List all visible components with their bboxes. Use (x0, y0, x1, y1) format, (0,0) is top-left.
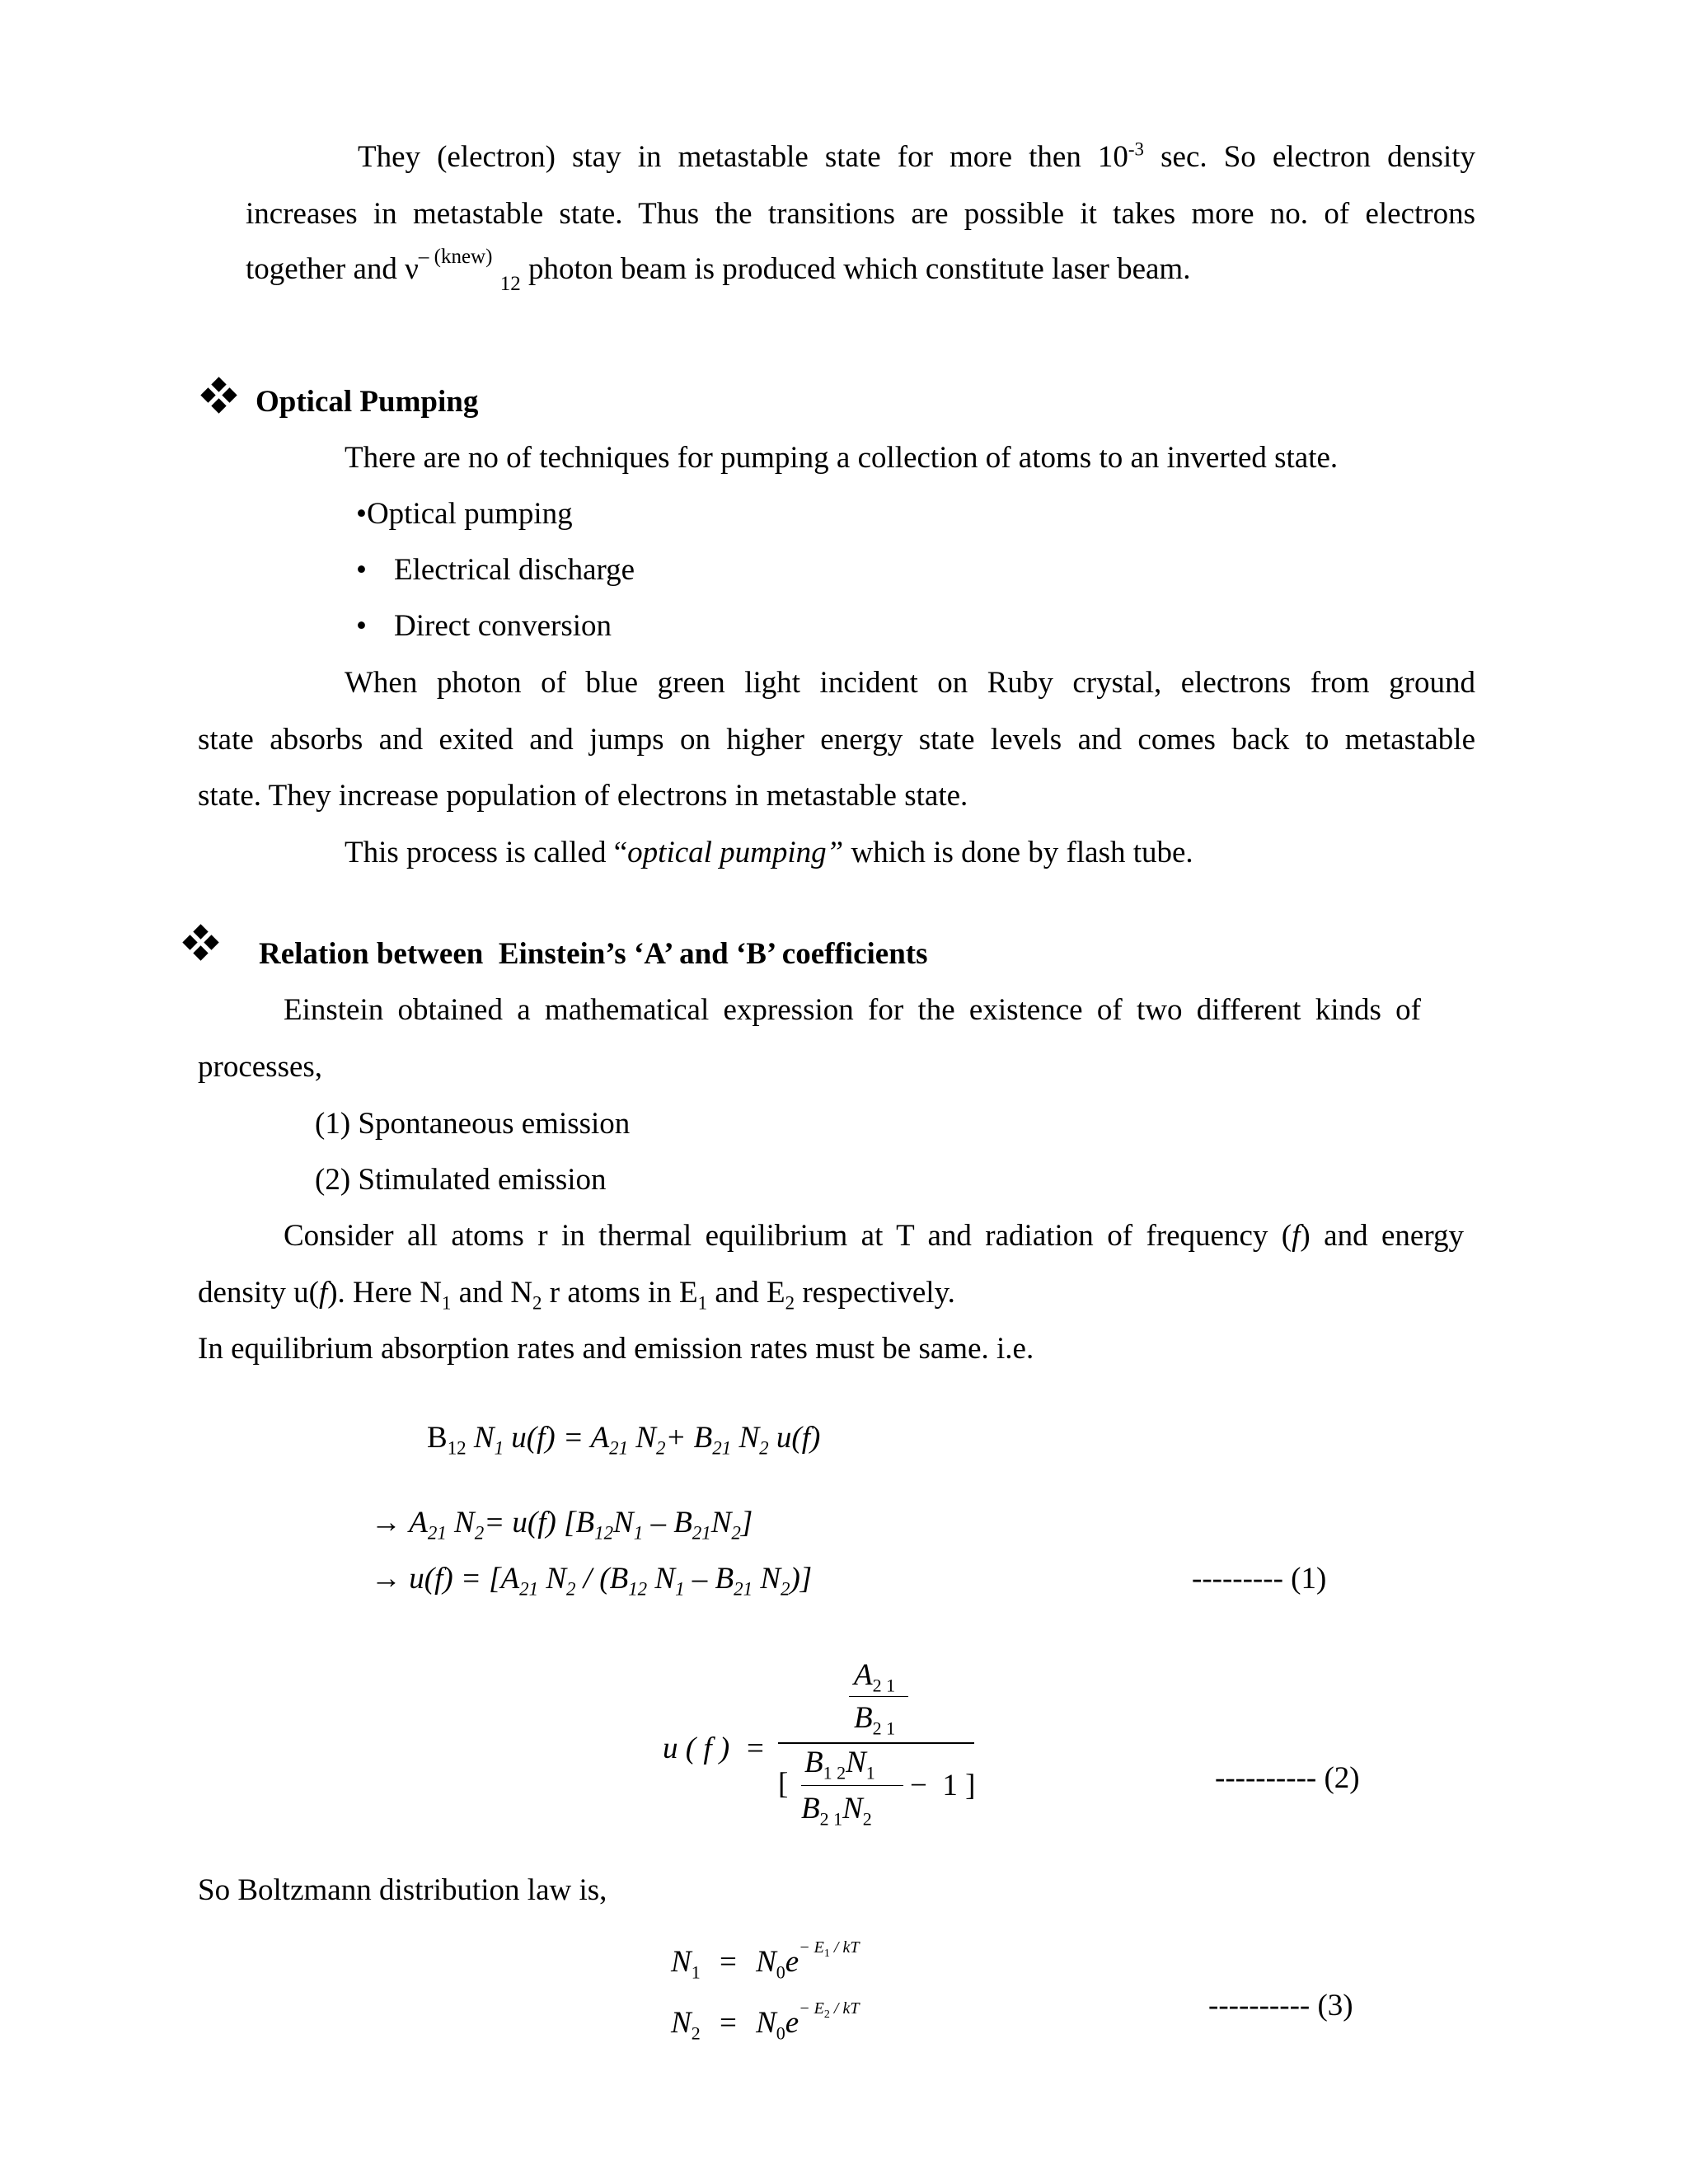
list-item: Direct conversion (394, 609, 612, 643)
text: ] (740, 1506, 753, 1540)
text: They (electron) stay in metastable state for more then 10 (358, 140, 1128, 174)
text: − E (799, 1999, 824, 2018)
text: B (427, 1421, 448, 1455)
text: B (804, 1746, 823, 1779)
equation-derived-b (371, 1562, 813, 1600)
list-bullet: • (356, 553, 367, 587)
optical-p1-line2: state absorbs and exited and jumps on higher energy state levels and comes back to metastable (198, 723, 1475, 757)
text: )] (790, 1562, 813, 1596)
text: sec. So electron density (1144, 140, 1476, 174)
text: This process is called “ (345, 836, 628, 869)
text: u(f) = A (504, 1421, 610, 1455)
eq3-line2 (671, 1999, 860, 2044)
text: A (854, 1658, 873, 1692)
subscript: 2 (759, 1437, 769, 1459)
subscript: 1 (494, 1437, 504, 1459)
subscript: 2 (655, 1437, 666, 1459)
subscript: 2 (731, 1522, 741, 1544)
text: ) and energy (1300, 1219, 1464, 1253)
para1-line3 (246, 245, 1191, 296)
eq2-left-bracket: [ (778, 1767, 789, 1801)
emphasis: optical pumping” (627, 836, 844, 869)
text: density u( (198, 1276, 319, 1310)
boltzmann-intro: So Boltzmann distribution law is, (198, 1873, 607, 1907)
text: N (756, 2006, 776, 2040)
text: N (842, 1792, 863, 1825)
subscript: 0 (776, 1961, 785, 1983)
superscript: -3 (1128, 138, 1145, 160)
text: N (671, 1945, 692, 1979)
subscript: 12 (499, 273, 521, 296)
text: Consider all atoms r in thermal equilibrium at T and radiation of frequency ( (284, 1219, 1292, 1253)
text: N (613, 1506, 634, 1540)
text: N (846, 1746, 866, 1779)
text: photon beam is produced which constitute laser beam. (528, 252, 1191, 286)
eq2-lhs: u ( f ) = (663, 1732, 766, 1765)
subscript: 2 (785, 1292, 795, 1314)
eq3-line1 (671, 1938, 860, 1983)
subscript: 2 (781, 1578, 790, 1600)
text: / kT (829, 1938, 860, 1957)
subscript: 1 (441, 1292, 452, 1314)
einstein-p-line2 (198, 1276, 955, 1314)
optical-p1-line3: state. They increase population of electrons in metastable state. (198, 779, 968, 813)
subscript: 1 (697, 1292, 708, 1314)
text: respectively. (795, 1276, 955, 1310)
eq2-inner-fraction-bar (801, 1785, 903, 1786)
equation-derived-a (371, 1506, 753, 1544)
text: r atoms in E (542, 1276, 698, 1310)
text: – B (643, 1506, 692, 1540)
list-item: •Optical pumping (356, 497, 573, 531)
text: B (854, 1701, 873, 1735)
subscript: 12 (628, 1578, 648, 1600)
variable: f (1292, 1219, 1301, 1253)
subscript: 21 (519, 1578, 539, 1600)
subscript: 21 (712, 1437, 732, 1459)
subscript: 2 (862, 1808, 872, 1830)
list-item: Electrical discharge (394, 553, 635, 587)
eq2-inner-den (801, 1792, 872, 1830)
subscript: 2 (691, 2022, 701, 2044)
subscript: 21 (609, 1437, 629, 1459)
subscript: 2 (532, 1292, 542, 1314)
para1-line1 (358, 138, 1476, 174)
text: / (B (575, 1562, 629, 1596)
einstein-p-line1 (284, 1221, 1464, 1251)
subscript: 1 2 (823, 1762, 846, 1783)
subscript: 21 (427, 1522, 447, 1544)
text: which is done by flash tube. (843, 836, 1193, 869)
text: and N (451, 1276, 533, 1310)
process-item: (2) Stimulated emission (315, 1163, 607, 1197)
text: u(f) (768, 1421, 821, 1455)
text: N (756, 1945, 776, 1979)
text: − E (799, 1938, 824, 1957)
equation-label-3: ---------- (3) (1208, 1989, 1353, 2022)
optical-p2 (345, 837, 1193, 868)
diamond-bullet-icon (183, 926, 219, 963)
subscript: 2 1 (872, 1675, 896, 1696)
equation-main (427, 1421, 821, 1459)
subscript: 1 (675, 1578, 685, 1600)
section-heading-optical-pumping: Optical Pumping (256, 385, 479, 419)
text: u(f) = [A (409, 1562, 520, 1596)
arrow: → (371, 1562, 410, 1596)
text: + B (665, 1421, 713, 1455)
optical-p1-line1: When photon of blue green light incident on Ruby crystal, electrons from ground (345, 666, 1475, 700)
einstein-intro-line1: Einstein obtained a mathematical expression for the existence of two different kinds of (284, 993, 1421, 1027)
superscript: – (knew) (418, 245, 493, 268)
subscript: 21 (692, 1522, 711, 1544)
subscript: 2 (823, 2008, 830, 2021)
subscript: 2 (566, 1578, 576, 1600)
subscript: 21 (734, 1578, 753, 1600)
para1-line2: increases in metastable state. Thus the transitions are possible it takes more no. of electrons (246, 197, 1475, 231)
subscript: 1 (633, 1522, 644, 1544)
subscript: 1 (691, 1961, 701, 1983)
subscript: 12 (594, 1522, 614, 1544)
text: N (446, 1506, 475, 1540)
subscript: 1 (823, 1947, 830, 1960)
diamond-bullet-icon (201, 379, 237, 415)
subscript: 2 1 (819, 1808, 843, 1830)
text: = u(f) [B (484, 1506, 595, 1540)
subscript: 2 1 (872, 1718, 896, 1739)
text: – B (684, 1562, 734, 1596)
text: e (785, 1945, 799, 1979)
variable: f (318, 1276, 328, 1310)
text: N (671, 2006, 692, 2040)
text: / kT (829, 1999, 860, 2018)
text: N (628, 1421, 656, 1455)
eq2-top-B (854, 1701, 896, 1739)
equation-label-2: ---------- (2) (1215, 1761, 1360, 1795)
eq2-main-fraction-bar (778, 1742, 974, 1744)
einstein-intro-line2: processes, (198, 1050, 323, 1084)
process-item: (1) Spontaneous emission (315, 1107, 631, 1141)
arrow: → (371, 1506, 410, 1540)
text: N (710, 1506, 732, 1540)
text: = (719, 1945, 737, 1979)
optical-intro: There are no of techniques for pumping a collection of atoms to an inverted state. (345, 441, 1339, 475)
text: N (753, 1562, 781, 1596)
text: N (538, 1562, 567, 1596)
text: ). Here N (327, 1276, 442, 1310)
subscript: 1 (865, 1762, 875, 1783)
eq2-minus-one: − 1 ] (910, 1769, 976, 1802)
eq2-top-fraction-bar (849, 1696, 908, 1697)
text: and E (707, 1276, 785, 1310)
text: e (785, 2006, 799, 2040)
eq2-inner-num (804, 1746, 875, 1783)
subscript: 0 (776, 2022, 785, 2044)
subscript: 2 (474, 1522, 485, 1544)
text: together and ν (246, 252, 419, 286)
text: N (647, 1562, 676, 1596)
section-heading-einstein: Relation between Einstein’s ‘A’ and ‘B’ coefficients (259, 937, 928, 971)
text: N (731, 1421, 760, 1455)
eq2-top-A (854, 1658, 896, 1696)
text: A (409, 1506, 428, 1540)
text: B (801, 1792, 820, 1825)
equation-label-1: --------- (1) (1192, 1562, 1327, 1596)
einstein-p-line3: In equilibrium absorption rates and emission rates must be same. i.e. (198, 1332, 1034, 1366)
list-bullet: • (356, 609, 367, 643)
subscript: 12 (447, 1437, 467, 1459)
text: N (466, 1421, 495, 1455)
text: = (719, 2006, 737, 2040)
